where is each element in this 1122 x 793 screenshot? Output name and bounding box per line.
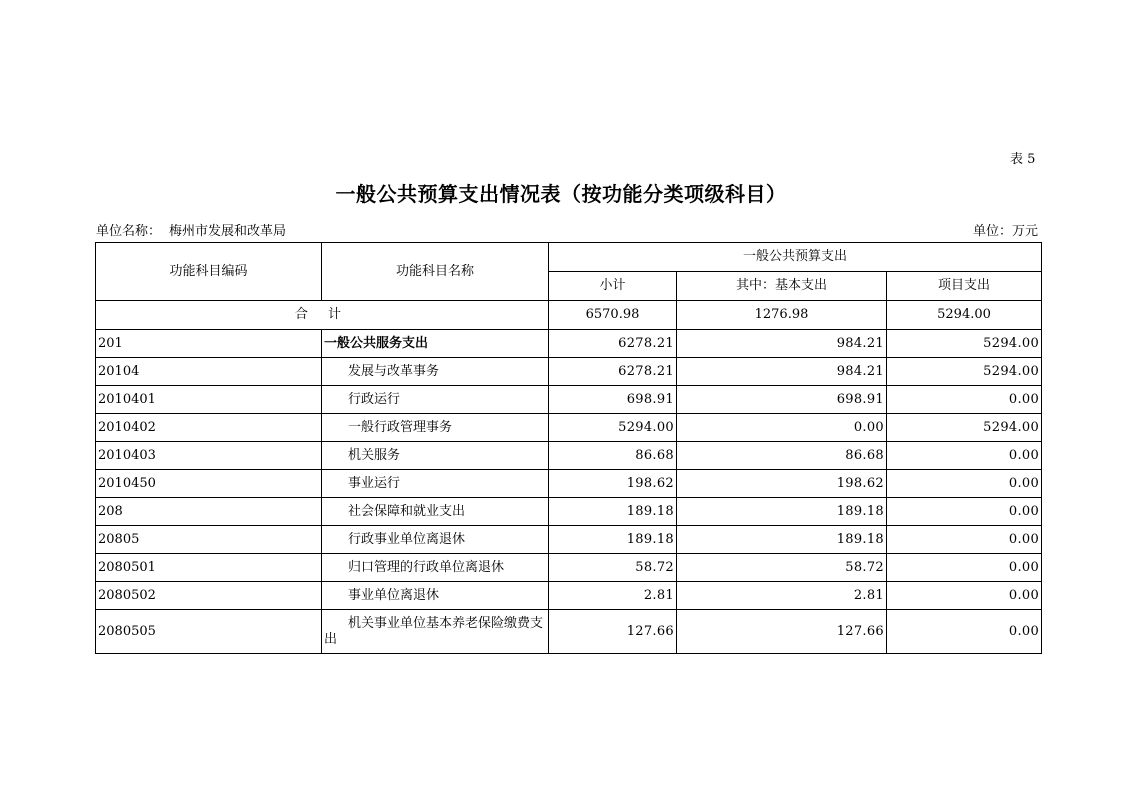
header-project: 项目支出 — [887, 272, 1042, 301]
row-code: 2010401 — [96, 386, 322, 414]
row-name: 社会保障和就业支出 — [322, 498, 549, 526]
row-name: 机关服务 — [322, 442, 549, 470]
row-basic: 984.21 — [677, 330, 887, 358]
row-project: 0.00 — [887, 442, 1042, 470]
row-basic: 2.81 — [677, 582, 887, 610]
table-row — [96, 358, 1042, 386]
row-name: 行政运行 — [322, 386, 549, 414]
row-subtotal: 127.66 — [549, 610, 677, 654]
table-row — [96, 610, 1042, 654]
row-project: 0.00 — [887, 526, 1042, 554]
row-subtotal: 189.18 — [549, 526, 677, 554]
total-basic: 1276.98 — [677, 301, 887, 330]
table-row — [96, 470, 1042, 498]
row-subtotal: 5294.00 — [549, 414, 677, 442]
row-subtotal: 189.18 — [549, 498, 677, 526]
row-project: 0.00 — [887, 386, 1042, 414]
row-subtotal: 58.72 — [549, 554, 677, 582]
header-basic: 其中：基本支出 — [677, 272, 887, 301]
row-project: 0.00 — [887, 498, 1042, 526]
row-code: 2080502 — [96, 582, 322, 610]
header-code: 功能科目编码 — [96, 243, 322, 301]
row-code: 2010450 — [96, 470, 322, 498]
row-basic: 127.66 — [677, 610, 887, 654]
row-subtotal: 198.62 — [549, 470, 677, 498]
unit-name-value: 梅州市发展和改革局 — [169, 224, 287, 239]
table-row — [96, 330, 1042, 358]
row-project: 5294.00 — [887, 414, 1042, 442]
row-code: 2080501 — [96, 554, 322, 582]
table-row — [96, 582, 1042, 610]
row-project: 5294.00 — [887, 330, 1042, 358]
unit-name-label: 单位名称： — [96, 224, 162, 239]
header-group: 一般公共预算支出 — [549, 243, 1042, 272]
row-project: 0.00 — [887, 582, 1042, 610]
row-name: 机关事业单位基本养老保险缴费支出 — [322, 610, 549, 654]
row-subtotal: 86.68 — [549, 442, 677, 470]
row-name: 一般行政管理事务 — [322, 414, 549, 442]
row-basic: 189.18 — [677, 526, 887, 554]
row-code: 2010402 — [96, 414, 322, 442]
row-name: 一般公共服务支出 — [322, 330, 549, 358]
row-code: 2080505 — [96, 610, 322, 654]
row-basic: 189.18 — [677, 498, 887, 526]
row-project: 0.00 — [887, 470, 1042, 498]
row-code: 20104 — [96, 358, 322, 386]
table-row — [96, 386, 1042, 414]
row-basic: 198.62 — [677, 470, 887, 498]
table-row — [96, 442, 1042, 470]
total-project: 5294.00 — [887, 301, 1042, 330]
row-basic: 0.00 — [677, 414, 887, 442]
row-code: 2010403 — [96, 442, 322, 470]
currency-unit: 单位：万元 — [973, 224, 1039, 239]
row-code: 20805 — [96, 526, 322, 554]
header-subtotal: 小计 — [549, 272, 677, 301]
row-basic: 698.91 — [677, 386, 887, 414]
row-basic: 984.21 — [677, 358, 887, 386]
row-name: 事业单位离退休 — [322, 582, 549, 610]
table-row — [96, 498, 1042, 526]
budget-table — [95, 242, 1042, 654]
table-row — [96, 554, 1042, 582]
total-label: 合 计 — [96, 301, 549, 330]
row-name: 发展与改革事务 — [322, 358, 549, 386]
table-row — [96, 414, 1042, 442]
total-row — [96, 301, 1042, 330]
table-row — [96, 526, 1042, 554]
total-subtotal: 6570.98 — [549, 301, 677, 330]
row-project: 5294.00 — [887, 358, 1042, 386]
unit-name-line — [96, 220, 286, 239]
row-subtotal: 6278.21 — [549, 358, 677, 386]
row-project: 0.00 — [887, 554, 1042, 582]
row-name: 事业运行 — [322, 470, 549, 498]
row-code: 208 — [96, 498, 322, 526]
row-project: 0.00 — [887, 610, 1042, 654]
row-subtotal: 2.81 — [549, 582, 677, 610]
row-name: 归口管理的行政单位离退休 — [322, 554, 549, 582]
page-title: 一般公共预算支出情况表（按功能分类项级科目） — [335, 182, 787, 206]
row-basic: 58.72 — [677, 554, 887, 582]
row-code: 201 — [96, 330, 322, 358]
row-subtotal: 6278.21 — [549, 330, 677, 358]
row-subtotal: 698.91 — [549, 386, 677, 414]
row-name: 行政事业单位离退休 — [322, 526, 549, 554]
row-basic: 86.68 — [677, 442, 887, 470]
table-number: 表 5 — [1010, 152, 1036, 167]
header-name: 功能科目名称 — [322, 243, 549, 301]
